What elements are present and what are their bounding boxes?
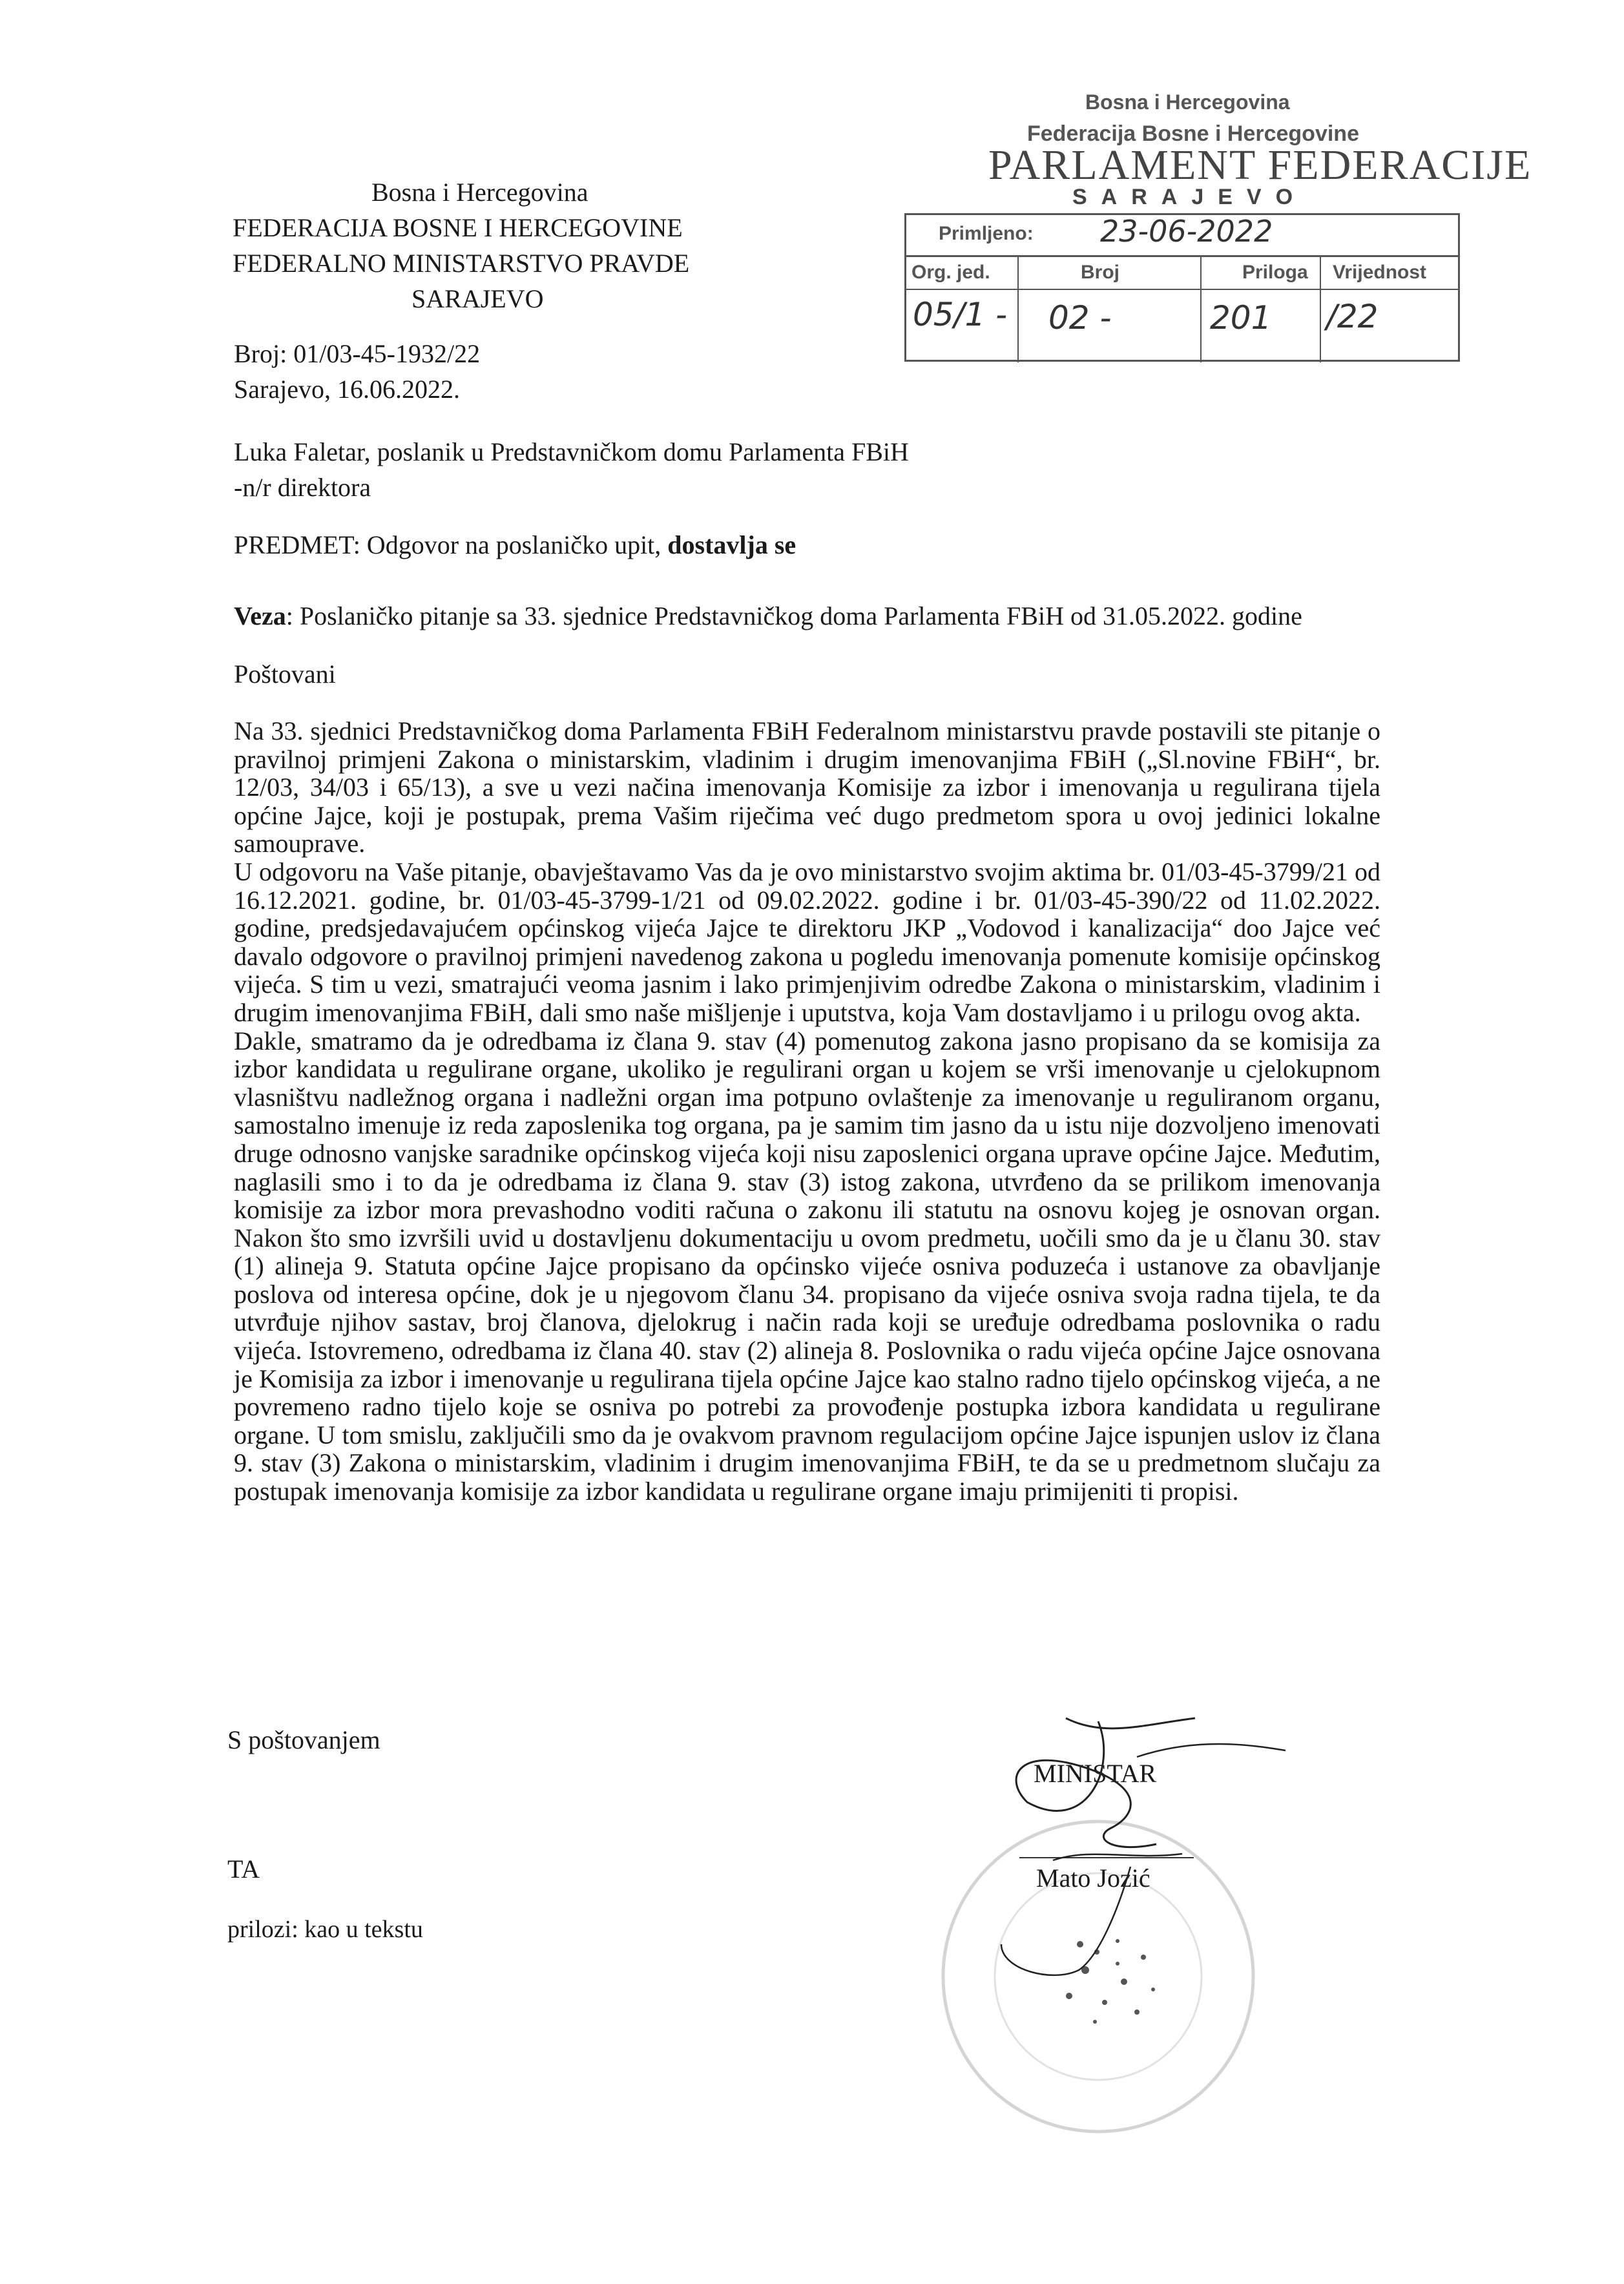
registry-stamp [898, 90, 1532, 388]
header-federation: FEDERACIJA BOSNE I HERCEGOVINE [233, 213, 683, 242]
attachments-note: prilozi: kao u tekstu [227, 1916, 423, 1943]
document-reference [234, 336, 480, 407]
subject-text: PREDMET: Odgovor na poslaničko upit, [234, 530, 668, 559]
stamp-divider [1017, 255, 1019, 362]
reference-link-line [234, 601, 1302, 631]
author-initials: TA [227, 1854, 260, 1884]
greeting: Poštovani [234, 659, 336, 689]
stamp-header-row [906, 255, 1458, 290]
stamp-col-broj: Broj [1081, 262, 1119, 283]
stamp-val-broj: 02 - [1048, 299, 1112, 337]
body-paragraph: Dakle, smatramo da je odredbama iz člana 9. stav (4) pomenutog zakona jasno propisano da se komisija za izbor kandidata u regulirane organe, ukoliko je regulirani organ u kojem se vrši imenovanje u cjelokupnom vlasništvu nadležnog organa i nadležni organ ima potpuno ovlaštenje za imenovanje u reguliranom organu, samostalno imenuje iz reda zaposlenika tog organa, pa je samim tim jasno da u istu nije dozvoljeno imenovati druge odnosno vanjske saradnike općinskog vijeća koji nisu zaposlenici organa uprave općine Jajce. Međutim, naglasili smo i to da je odredbama iz člana 9. stav (3) istog zakona, utvrđeno da se prilikom imenovanja komisije za izbor mora prevashodno voditi računa o zakonu ili statutu na osnovu kojeg je osnovan organ. Nakon što smo izvršili uvid u dostavljenu dokumentaciju u ovom predmetu, uočili smo da je u članu 30. stav (1) alineja 9. Statuta općine Jajce propisano da općinsko vijeće osniva poduzeća i ustanove za obavljanje poslova od interesa općine, dok je u njegovom članu 34. propisano da vijeće osniva svoja radna tijela, te da utvrđuje njihov sastav, broj članova, djelokrug i način rada koji se uređuje odredbama poslovnika o radu vijeća. Istovremeno, odredbama iz člana 40. stav (2) alineja 8. Poslovnika o radu vijeća općine Jajce osnovana je Komisija za izbor i imenovanje u regulirana tijela općine Jajce kao stalno radno tijelo općinskog vijeća, a ne povremeno radno tijelo koje se osniva po potrebi za provođenje postupka izbora kandidata u regulirane organe. U tom smislu, zaključili smo da je ovakvom pravnom regulacijom općine Jajce ispunjen uslov iz člana 9. stav (3) Zakona o ministarskim, vladinim i drugim imenovanjima FBiH, te da se u predmetnom slučaju za postupak imenovanja komisije za izbor kandidata u regulirane organe imaju primijeniti ti propisi. [234, 1026, 1380, 1506]
stamp-col-org: Org. jed. [911, 262, 990, 283]
stamp-institution: PARLAMENT FEDERACIJE [988, 141, 1532, 189]
link-label: Veza [234, 601, 286, 630]
recipient-name: Luka Faletar, poslanik u Predstavničkom domu Parlamenta FBiH [234, 437, 909, 466]
stamp-federation: Federacija Bosne i Hercegovine [1027, 121, 1359, 146]
link-text: : Poslaničko pitanje sa 33. sjednice Predstavničkog doma Parlamenta FBiH od 31.05.2022. godine [286, 601, 1302, 630]
letter-body [234, 717, 1380, 1506]
stamp-val-vrijednost: /22 [1326, 298, 1379, 335]
subject-line [234, 530, 796, 560]
header-country: Bosna i Hercegovina [371, 178, 588, 207]
stamp-country: Bosna i Hercegovina [1085, 90, 1290, 114]
stamp-col-priloga: Priloga [1242, 262, 1308, 283]
recipient-attention: -n/r direktora [234, 473, 371, 502]
document-date: Sarajevo, 16.06.2022. [234, 375, 460, 404]
signatory-title: MINISTAR [1034, 1759, 1157, 1788]
header-ministry: FEDERALNO MINISTARSTVO PRAVDE [233, 249, 690, 278]
body-paragraph: Na 33. sjednici Predstavničkog doma Parlamenta FBiH Federalnom ministarstvu pravde postavili ste pitanje o pravilnoj primjeni Zakona o ministarskim, vladinim i drugim imenovanjima FBiH („Sl.novine FBiH“, br. 12/03, 34/03 i 65/13), a sve u vezi načina imenovanja Komisije za izbor i imenovanja u regulirana tijela općine Jajce, koji je postupak, prema Vašim riječima već dugo predmetom spora u ovoj jedinici lokalne samouprave. [234, 716, 1380, 858]
signatory-name: Mato Jozić [1036, 1864, 1150, 1893]
stamp-received-date: 23-06-2022 [1100, 214, 1273, 249]
header-city: SARAJEVO [411, 284, 544, 313]
recipient-block [234, 434, 909, 505]
stamp-val-org: 05/1 - [913, 296, 1008, 333]
body-paragraph: U odgovoru na Vaše pitanje, obavještavamo Vas da je ovo ministarstvo svojim aktima br. 01/03-45-3799/21 od 16.12.2021. godine, br. 01/03-45-3799-1/21 od 09.02.2022. godine i br. 01/03-45-390/22 od 11.02.2022. godine, predsjedavajućem općinskog vijeća Jajce te direktoru JKP „Vodovod i kanalizacija“ doo Jajce već davalo odgovore o pravilnoj primjeni navedenog zakona u pogledu imenovanja pomenute komisije općinskog vijeća. S tim u vezi, smatrajući veoma jasnim i lako primjenjivim odredbe Zakona o ministarskim, vladinim i drugim imenovanjima FBiH, dali smo naše mišljenje i uputstva, koja Vam dostavljamo i u prilogu ovog akta. [234, 856, 1380, 1027]
stamp-received-row [906, 215, 1458, 257]
stamp-col-vrijednost: Vrijednost [1333, 262, 1427, 283]
reference-number: Broj: 01/03-45-1932/22 [234, 339, 481, 368]
closing-salutation: S poštovanjem [227, 1725, 380, 1754]
subject-action: dostavlja se [667, 530, 796, 559]
stamp-received-label: Primljeno: [939, 223, 1034, 244]
handwritten-signature [924, 1699, 1311, 2022]
stamp-val-priloga: 201 [1210, 299, 1272, 337]
stamp-grid [904, 213, 1460, 362]
stamp-city: SARAJEVO [1072, 185, 1307, 209]
stamp-divider [1320, 255, 1321, 362]
ministry-header [233, 174, 762, 317]
stamp-divider [1200, 255, 1202, 362]
